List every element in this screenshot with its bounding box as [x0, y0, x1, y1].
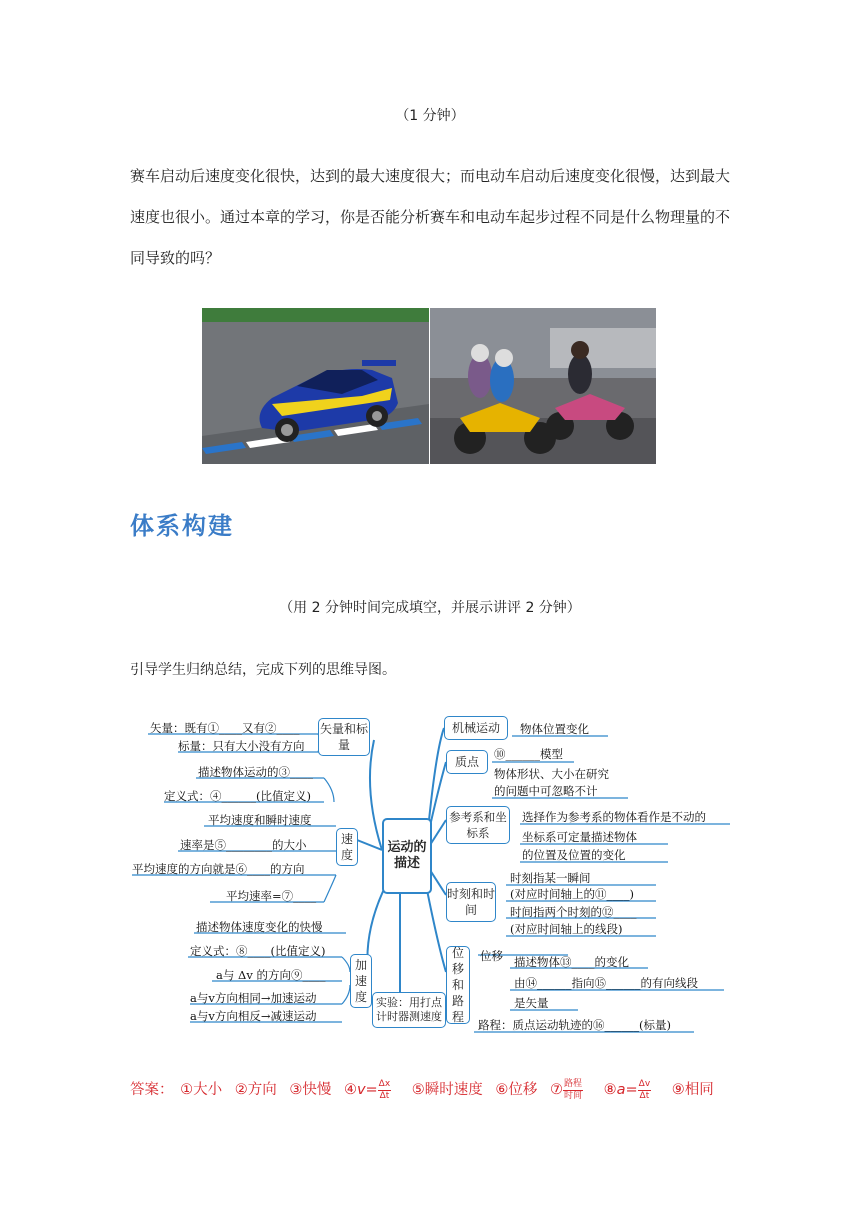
velocity-line-2: 定义式：④______(比值定义)	[164, 789, 311, 803]
particle-node: 质点	[446, 750, 488, 774]
time-node: 时刻和时间	[446, 882, 496, 922]
vector-scalar-node: 矢量和标量	[318, 718, 370, 756]
displacement-line-2: 由⑭______指向⑮______的有向线段	[514, 976, 698, 990]
vector-line-2: 标量：只有大小没有方向	[178, 739, 305, 753]
time-line-1: 时刻指某一瞬间	[510, 871, 591, 885]
answer-4-numerator: Δx	[378, 1078, 391, 1089]
answer-2: ②方向	[234, 1082, 277, 1098]
answer-8-denominator: Δt	[639, 1090, 650, 1101]
answer-8-fraction	[638, 1079, 659, 1102]
acceleration-line-1: 描述物体速度变化的快慢	[196, 920, 323, 934]
acceleration-node: 加速度	[350, 954, 372, 1008]
electric-bike-photo	[430, 308, 656, 464]
time-note-section: （用 2 分钟时间完成填空，并展示讲评 2 分钟）	[279, 600, 581, 616]
velocity-line-4: 速率是⑤________的大小	[180, 838, 307, 852]
time-note-top: （1 分钟）	[395, 108, 465, 124]
answer-7-numerator: 路程	[563, 1078, 582, 1089]
particle-line-3: 的问题中可忽略不计	[494, 784, 598, 798]
answer-8-numerator: Δv	[638, 1078, 651, 1089]
section-title: 体系构建	[130, 512, 234, 540]
answers-prefix: 答案：	[130, 1082, 174, 1098]
answer-7-fraction	[563, 1079, 591, 1102]
velocity-line-3: 平均速度和瞬时速度	[208, 813, 312, 827]
mechanical-line-1: 物体位置变化	[520, 722, 589, 736]
answer-4-symbol: v=	[356, 1082, 378, 1098]
acceleration-line-5: a与v方向相反→减速运动	[190, 1009, 317, 1023]
reference-frame-node: 参考系和坐标系	[446, 806, 510, 844]
answer-9: ⑨相同	[671, 1082, 714, 1098]
velocity-line-5: 平均速度的方向就是⑥____的方向	[132, 862, 305, 876]
velocity-line-1: 描述物体运动的③____	[198, 765, 313, 779]
race-car-photo	[202, 308, 429, 464]
time-line-3: 时间指两个时刻的⑫____	[510, 905, 637, 919]
reference-line-2: 坐标系可定量描述物体	[522, 830, 637, 844]
answer-4	[343, 1078, 399, 1101]
answer-7-number: ⑦	[549, 1082, 563, 1098]
answer-5: ⑤瞬时速度	[411, 1082, 483, 1098]
time-line-4: (对应时间轴上的线段)	[510, 922, 623, 936]
guide-text: 引导学生归纳总结，完成下列的思维导图。	[130, 662, 396, 678]
answer-1: ①大小	[180, 1082, 223, 1098]
experiment-node: 实验：用打点计时器测速度	[372, 992, 446, 1028]
answer-4-fraction	[378, 1079, 399, 1102]
displacement-line-3: 是矢量	[514, 996, 549, 1010]
vector-line-1: 矢量：既有①____又有②____	[150, 721, 300, 735]
displacement-node: 位移和路程	[446, 946, 470, 1024]
displacement-line-1: 描述物体⑬____的变化	[514, 955, 629, 969]
answer-4-number: ④	[343, 1082, 357, 1098]
path-length-line: 路程：质点运动轨迹的⑯______(标量)	[478, 1018, 671, 1032]
answer-3: ③快慢	[289, 1082, 332, 1098]
velocity-line-6: 平均速率=⑦____	[226, 889, 317, 903]
acceleration-line-3: a与 Δv 的方向⑨____	[216, 968, 326, 982]
reference-line-3: 的位置及位置的变化	[522, 848, 626, 862]
answer-7	[549, 1078, 591, 1101]
intro-paragraph: 赛车启动后速度变化很快，达到的最大速度很大；而电动车启动后速度变化很慢，达到最大速度也很小。通过本章的学习，你是否能分析赛车和电动车起步过程不同是什么物理量的不同导致的吗？	[130, 167, 731, 267]
mechanical-motion-node: 机械运动	[444, 716, 508, 740]
mindmap-center-node: 运动的描述	[382, 818, 432, 894]
answer-8-symbol: a=	[616, 1082, 638, 1098]
time-line-2: (对应时间轴上的⑪____)	[510, 887, 634, 901]
answer-8	[603, 1078, 660, 1101]
particle-line-2: 物体形状、大小在研究	[494, 767, 609, 781]
answer-6: ⑥位移	[495, 1082, 538, 1098]
velocity-node: 速度	[336, 828, 358, 866]
answer-7-denominator: 时间	[563, 1090, 582, 1101]
mind-map	[128, 710, 732, 1040]
answers-line	[130, 1078, 750, 1102]
acceleration-line-2: 定义式：⑧____(比值定义)	[190, 944, 326, 958]
particle-line-1: ⑩______模型	[494, 747, 563, 761]
answer-8-number: ⑧	[603, 1082, 617, 1098]
displacement-sub-label: 位移	[480, 949, 503, 963]
reference-line-1: 选择作为参考系的物体看作是不动的	[522, 810, 706, 824]
answer-4-denominator: Δt	[379, 1090, 390, 1101]
acceleration-line-4: a与v方向相同→加速运动	[190, 991, 317, 1005]
